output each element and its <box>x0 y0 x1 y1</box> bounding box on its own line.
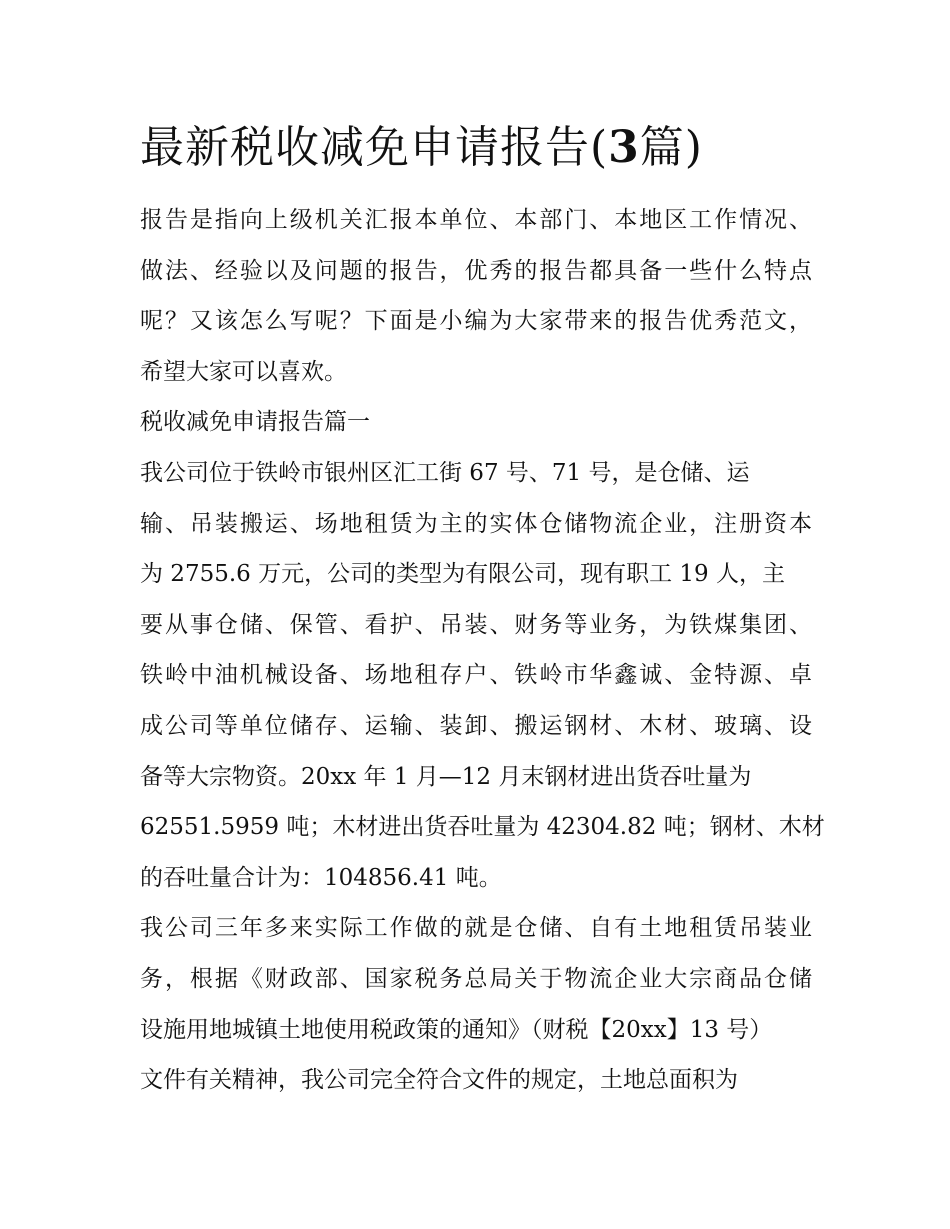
body-line: 希望大家可以喜欢。 <box>140 358 347 385</box>
body-line: 呢？又该怎么写呢？下面是小编为大家带来的报告优秀范文， <box>140 308 812 335</box>
body-line: 报告是指向上级机关汇报本单位、本部门、本地区工作情况、 <box>140 207 812 233</box>
body-line: 设施用地城镇土地使用税政策的通知》（财税【20xx】13 号） <box>140 1016 773 1043</box>
body-line: 要从事仓储、保管、看护、吊装、财务等业务，为铁煤集团、 <box>140 611 812 638</box>
body-line: 务，根据《财政部、国家税务总局关于物流企业大宗商品仓储 <box>140 965 812 992</box>
document-body <box>140 195 825 1106</box>
body-line: 文件有关精神，我公司完全符合文件的规定，土地总面积为 <box>140 1067 738 1094</box>
body-line: 备等大宗物资。20xx 年 1 月—12 月末钢材进出货吞吐量为 <box>140 763 752 790</box>
body-line: 输、吊装搬运、场地租赁为主的实体仓储物流企业，注册资本 <box>140 510 812 537</box>
document-title <box>140 118 840 178</box>
title-prefix: 最新税收减免申请报告( <box>140 122 609 173</box>
body-line: 铁岭中油机械设备、场地租存户、铁岭市华鑫诚、金特源、卓 <box>140 662 812 689</box>
body-line: 做法、经验以及问题的报告，优秀的报告都具备一些什么特点 <box>140 257 812 284</box>
body-line: 成公司等单位储存、运输、装卸、搬运钢材、木材、玻璃、设 <box>140 712 812 739</box>
title-number: 3 <box>608 122 640 173</box>
body-line: 为 2755.6 万元，公司的类型为有限公司，现有职工 19 人，主 <box>140 561 785 588</box>
body-line: 我公司位于铁岭市银州区汇工街 67 号、71 号，是仓储、运 <box>140 459 750 486</box>
title-suffix: 篇) <box>639 122 703 173</box>
body-line: 我公司三年多来实际工作做的就是仓储、自有土地租赁吊装业 <box>140 915 812 942</box>
section-heading: 税收减免申请报告篇一 <box>140 409 370 436</box>
body-line: 的吞吐量合计为：104856.41 吨。 <box>140 864 502 891</box>
body-line: 62551.5959 吨；木材进出货吞吐量为 42304.82 吨；钢材、木材 <box>140 814 825 841</box>
